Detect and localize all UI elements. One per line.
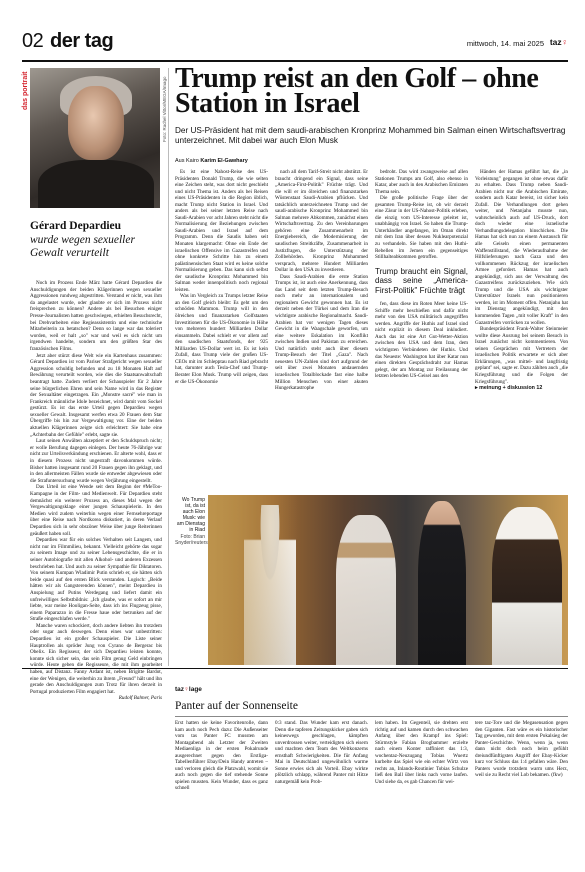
feature-column-2: 0:3 stand. Das Wunder kam erst danach. Denn die tapferen Zeitungskicker gaben sich keineswegs geschlagen, kämpften unverdrossen weiter, verteidigten sich eisern und machten dem Team des Weltkonzerns ernsthaft Schwierigkeiten. Die für Anfang Mai in Deutschland ungewöhnlich warme Sonne erwies sich als Vorteil. Ebay wirkte plötzlich schlapp, während Panter mit Hitze naturgemäß kein Prob- — [275, 720, 368, 785]
taz-paw-icon: ♀ — [184, 686, 189, 693]
paragraph: fen, dass diese im Roten Meer keine US-Schiffe mehr beschießen und dafür nicht mehr von den USA militärisch angegriffen werden. Angriffe der Huthis auf Israel sind nicht explizit in diesem Deal inkludiert. Auch das ist eine Art Gut-Wetter-Aktion zwischen den USA und dem Iran, dem wichtigsten Verbündeten der Huthis. Und das Neueste: Washington hat über Katar nun einen direkten Gesprächsdraht zur Hamas gelegt, der am Montag zur Freilassung der letzten lebenden US-Geisel aus den — [375, 301, 468, 380]
article-column-4 — [475, 169, 568, 392]
portrait-tag: das portrait — [22, 71, 29, 110]
paragraph: Dass Saudi-Arabien die erste Station Trumps ist, ist auch eine Anerkennung, dass das Land seit dem letzten Trump-Besuch noch mehr an internationalem und regionalem Gewicht gewonnen hat. Es ist derzeit neben der Türkei und dem Iran die wichtigste arabische Regionalmacht. Saudi-Arabien hat vor wenigen Tagen dieses Gewicht in die Waagschale geworfen, um eine weitere Eskalation im Konflikt zwischen Indien und Pakistan zu erreichen. Und natürlich steht auch über diesem Trump-Besuch der Titel „Gaza". Nach neuesten UN-Zahlen sind dort aufgrund der seit über zwei Monaten andauernden israelischen Totalblockade fast eine halbe Million Menschen von einer akuten Hungerkatastrophe — [275, 273, 368, 392]
photo-caption — [175, 497, 208, 546]
portrait-name: Gérard Depardieu — [30, 220, 122, 232]
article-headline: Trump reist an den Golf – ohne Station in Israel — [175, 63, 539, 119]
portrait-headline: wurde wegen sexueller Gewalt verurteilt — [30, 234, 135, 259]
paragraph: Depardieu war für ein solches Verhalten seit Langem, und nicht nur im Filmmilieu, bekannt. Vielleicht gehörte das sogar zu seinem Image und zu seiner Lebensgeschichte, die er in seiner Autobiografie mit allen Alkohol- und anderen Exzessen beschrieben hat. Und auch zu seiner Sympathie für Diktatoren. Von seinem Kumpan Wladimir Putin schrieb er, sie hätten sich beide quasi auf den ersten Blick verstanden. Logisch: „Beide hätten wir als Gangsterenden können", meint Depardieu in Anspielung auf Putins Werdegang und liefert damit ein unfreiwilliges Selbstbildnis: „Ich glaube, was er sofort an mir liebte, war meine Hooligan-Seite, dass ich ins Flugzeug pisse, einem Paparazzo in die Fresse haue oder betrunken auf der Straße eingeschlafen werde." — [30, 537, 162, 623]
photo-caption-text: Wo Trump ist, da ist auch Elon Musk: wie am Dienstag in Riad — [176, 497, 205, 533]
feature-column-1: Erst hatten sie keine Favoritenrolle, dann kam auch noch Pech dazu: Die Außenseiter vom tas Panter FC mussten am Montagabend als Letzter der Zweiten Mediaenliga in der ersten Pokalrunde ausgerechnet gegen den Erstliga-Tabellenführer Ebay/Dein Handy antreten – und verloren gleich die Platzwahl, womit sie auch noch gegen die tief stehende Sonne spielen mussten. Kein Wunder, dass es ganz schnell — [175, 720, 268, 792]
feature-tag: taz♀lage — [175, 686, 202, 693]
article-column-2 — [275, 169, 368, 392]
issue-date: mittwoch, 14. mai 2025 — [466, 39, 544, 48]
feature-columns — [175, 720, 568, 852]
paragraph: Bundespräsident Frank-Walter Steinmeier wollte diese Ausrung bei seinem Besuch in Israel zunächst nicht kommentieren. Von seinen Gesprächen mit Vertretern der israelischen Politik erwartete er sich aber Erklärungen, „was mittel- und langfristig geplant" sei, sagte er. Dazu zählten auch „die Kriegsführung und die Folgen der Kriegsführung". — [475, 326, 568, 385]
news-photo — [208, 495, 568, 665]
paragraph: Es ist eine Nahost-Reise des US-Präsidenten Donald Trump, die wie selten eine Zeichen steht, was dort nicht geschieht und nicht Thema ist. Anders als bei Reisen eines US-Präsidenten in die Region üblich, macht Trump nicht Station in Israel. Und anders als bei seiner letzten Reise nach Saudi-Arabien vor acht Jahren steht nicht die Normalisierung der Beziehungen zwischen Saudi-Arabien und Israel auf dem Programm. Denn die Saudis haben seit Monaten klargemacht: Ohne ein Ende der israelischen Offensive im Gazastreifen und ohne konkrete Schritte hin zu einem palästinensischen Staat wird es keine solche Normalisierung geben. Das kann sich selbst der saudische Kronprinz Mohammed bin Salman weder innenpolitisch noch regional leisten. — [175, 169, 268, 293]
feature-column-3: lem haben. Im Gegenteil, sie drehten erst richtig auf und kamen durch den schwachen Anfang über den Krampf ins Spiel: Stürmstyle Fabian Brogbammer erzielte nach einem Konter raffiniert das 1:3, wochentaz-Neuzugang Tobias Wuertz kurbelte das Spiel wie ein echter Wirtz von rechts an, Inlands-Routinier Tobias Schulze ließ den Ball über links nach vorne laufen. Und siehe da, es gab Chancen für wei- — [375, 720, 468, 785]
portrait-author: Rudolf Balmer, Paris — [118, 695, 162, 702]
section-title: der tag — [50, 30, 114, 52]
pull-quote: Trump braucht ein Signal, dass seine „America-First-Politik" Früchte trägt — [375, 266, 468, 295]
paragraph: nach all dem Tarif-Streit nicht abstützt. Er braucht dringend ein Signal, dass seine „America-First-Politik" Früchte trägt. Und die will er im ölreichen und finanzstarken Wüstenstaat Saudi-Arabien pflücken. Und tatsächlich unterzeichneten Trump und der saudi-arabische Kronprinz Mohammed bin Salman mehrere Abkommen, zunächst einen Wirtschaftsvertrag. Zu den Vereinbarungen gehören eine Zusammenarbeit im Energiebereich, die Modernisierung der saudischen Streitkräfte, Zusammenarbeit in Justizfragen, die Unterstützung der Zollbehörden. Kronprinz Mohammed versprach, mehrere Hundert Milliarden Dollar in den USA zu investieren. — [275, 169, 368, 274]
taz-logo-paw-icon: ♀ — [561, 37, 568, 47]
article-columns — [175, 169, 568, 462]
article-column-3 — [375, 169, 468, 380]
byline-author: Karim El-Gawhary — [200, 158, 248, 164]
article-byline — [175, 158, 248, 164]
paragraph: Was im Vergleich zu Trumps letzter Reise an den Golf gleich bleibt: Es geht um den schnöden Mammon. Trump will in den ölreichen und finanzstarken Golfstaaten Investitionen für die US-Ökonomie in Höhe von mehreren hundert Milliarden Dollar einsammeln. Dabei schielt er vor allem auf den saudischen Staatsfonds, der 925 Milliarden US-Dollar wert ist. Es ist kein Zufall, dass Trump viele der großen US-CEOs mit im Schlepptau nach Riad gebracht hat, darunter auch Tesla-Chef und Trump-Berater Elon Musk. Trump will zeigen, dass er die US-Ökonomie — [175, 293, 268, 385]
taz-logo: taz♀ — [549, 37, 568, 47]
photo-credit: Foto: Brian Snyder/reuters — [175, 534, 208, 546]
paragraph: Manche waren schockiert, doch andere liebten ihn trotzdem oder sogar auch deswegen. Denn eines war unbestritten: Depardieu ist ein großer Schauspieler. Die Liste seiner Hauptrollen als spröder Jung von Cyrano de Bergerac bis Obelix. Ein Regisseur, der sich Depardieu leisten konnte, konnte sich sicher sein, das sein Film genug Geld einbringen würde. Heute geben die Regisseure, die mit ihm gearbeitet haben, auf Distanz. Fanny Ardant ist, neben Brigitte Bardot, eine der Wenigen, die weiterhin zu ihrem „Freund" hält und ihn gerade den Anschuldigungen zum Trotz für ihren derzeit in Portugal produzierten Film engagiert hat. — [30, 622, 162, 695]
feature-rule — [175, 716, 568, 717]
bottom-rule — [22, 668, 568, 669]
top-rule — [22, 60, 568, 62]
page-number: 02 — [22, 30, 44, 52]
cross-reference: ▸ meinung + diskussion 12 — [475, 385, 543, 392]
portrait-body — [30, 280, 162, 702]
paragraph: Laut seinen Anwälten akzeptiert er den Schuldspruch nicht; er wolle Berufung dagegen einlegen. Der heute 76-Jährige war nicht zur Urteilsverkündung erschienen. Er alterte wohl, dass er in diesem Prozess nicht ungestraft davonkommen würde. Bisher hatten insgesamt rund 20 Frauen gegen ihn geklagt, und in den allermeisten Fällen wurde sie entweder abgewiesen oder die Strafuntersuchung wurde wegen Verjährung eingestellt. — [30, 438, 162, 484]
masthead — [22, 26, 568, 54]
paragraph: Das Urteil ist eine Wende seit dem Beginn der #MeToo-Kampagne in der Film- und Medienwelt. Für Depardieu steht demnächst ein weiterer Prozess an, dieses Mal wegen der Vergewaltigungsklage einer jungen Schauspielerin. In den Medien wird zudem weiterhin wegen einer Fernsehreportage über eine Reise nach Nordkorea diskutiert, in deren Verlauf Depardieu sich in sehr obszöner Weise über junge Reiterinnen geäußert haben soll. — [30, 484, 162, 537]
column-divider — [168, 68, 169, 666]
byline-prefix: Aus Kairo — [175, 158, 199, 164]
feature-column-4: tere taz-Tore und die Megasensation gegen den Giganten. Fast wäre es ein historischer Tag geworden, mit dem ersten Pokalsieg der Panter-Geschichte. Wenn, wenn ja, wenn dann nicht doch noch beim gefühlt dreiundfünftigsten Angriff der Ebay-Kicker kurz vor Schluss das 1:4 gefallen wäre. Den Panters wurde trotzdem warm ums Herz, weil sie zu Recht viel Lob bekamen. (fkw) — [475, 720, 568, 779]
paragraph: Händen der Hamas geführt hat, die „in Vorleistung" gegangen ist ohne etwas dafür zu erhalten. Dass Trump neben Saudi-Arabien nicht nur die Arabischen Emirate, sondern auch Katar bereist, ist sicher kein Zufall. Die Verhandlungen dort gehen weiter, und Netanjahu musste nun, wahrscheinlich auch auf US-Druck, dort doch wieder eine israelische Verhandlungsdelegation hinschicken. Die Hamas hat sich nun zu einem Austausch für alle Geiseln einen permanenten Waffenstillstand, die Wiederaufnahme der Hilfslieferungen nach Gaza und den vollkommenen Rückzug der israelischen Armee gefordert. Hamas hat auch angekündigt, sich aus der Verwaltung des Gazastreifens zurückzuziehen. Wie sich Trump und die USA als wichtigster Unterstützer Israels nun positionieren werden, ist im Moment offen. Netanjahu hat im Dienstag angekündigt, mit den kommenden Tagen „mit voller Kraft" in den Gazastreifen vorrücken zu wollen. — [475, 169, 568, 326]
paragraph: Jetzt aber stürzt diese Welt wie ein Kartenhaus zusammen: Gérard Depardieu ist vom Pariser Strafgericht wegen sexueller Aggression schuldig befunden und zu 18 Monaten Haft auf Bewährung verurteilt worden, wie dies die Staatsanwaltschaft beantragt hatte. Zudem verliert der Schauspieler für 2 Jahre seine bürgerlichen Ehren und sein Name wird in das Register der Sexualtäter eingetragen. Ein „Monstre sacré" wie man in Frankreich männliche Idole bezeichnet, wird damit vom Sockel gestürzt. Es ist das erste Urteil gegen Depardieu wegen sexueller Gewalt. Insgesamt werfen etwa 20 Frauen dem Star Übergriffe bis hin zur Vergewaltigung vor. Eine der beiden aktuellen Klägerinnen zeigte sich erleichtert: Sie habe eine „Achterbahn der Gefühle" erlebt, sagte sie. — [30, 352, 162, 438]
paragraph: Die große politische Frage über der gesamten Trump-Reise ist, ob wir derzeit eine Zäsur in der US-Nahost-Politik erleben, die einzig vom US-Interesse geleitet ist, unabhängig von Israel. So haben die Trump-Unterhändler angefangen, im Oman direkt mit dem Iran über dessen Nuklearpotenzial zu verhandeln. Sie haben mit den Huthi-Rebellen im Jemen ein gegenseitiges Stillhalteabkommen getroffen. — [375, 195, 468, 261]
feature-title: Panter auf der Sonnenseite — [175, 700, 298, 712]
paragraph: bedroht. Das wird zwangsweise auf allen Stationen Trumps am Golf, also ebenso in Katar, aber auch in den Arabischen Emiraten Thema sein. — [375, 169, 468, 195]
article-dek: Der US-Präsident hat mit dem saudi-arabischen Kronprinz Mohammed bin Salman einen Wirtschaftsvertrag unterzeichnet. Mit dabei war auch Elon Musk — [175, 126, 566, 145]
portrait-photo-credit: Foto: Rachel Vittor/MEGA/Imago — [162, 76, 167, 142]
article-column-1 — [175, 169, 268, 385]
paragraph: Noch im Prozess Ende März hatte Gérard Depardieu die Anschuldigungen der beiden Klägerinnen wegen sexueller Aggressionen rundweg abgestritten. Verstand er nicht, was ihm da angelastet wurde, oder glaubte er sich im Prozess nicht freisprechen zu können? Andere als bei Besuchen einiger Presse-Journalisten hatten geschwiegen, erhielten Besuchsrecht, bei Drehvarbeiten eine Regieassistentin und eine technische Mitarbeiterin zu betatschen? Denn so lange war das toleriert worden, weil er halt „so" war und weil es sich nicht um irgendwen handelte, sondern um den größten Star des französischen Films. — [30, 280, 162, 352]
portrait-photo — [30, 68, 160, 208]
